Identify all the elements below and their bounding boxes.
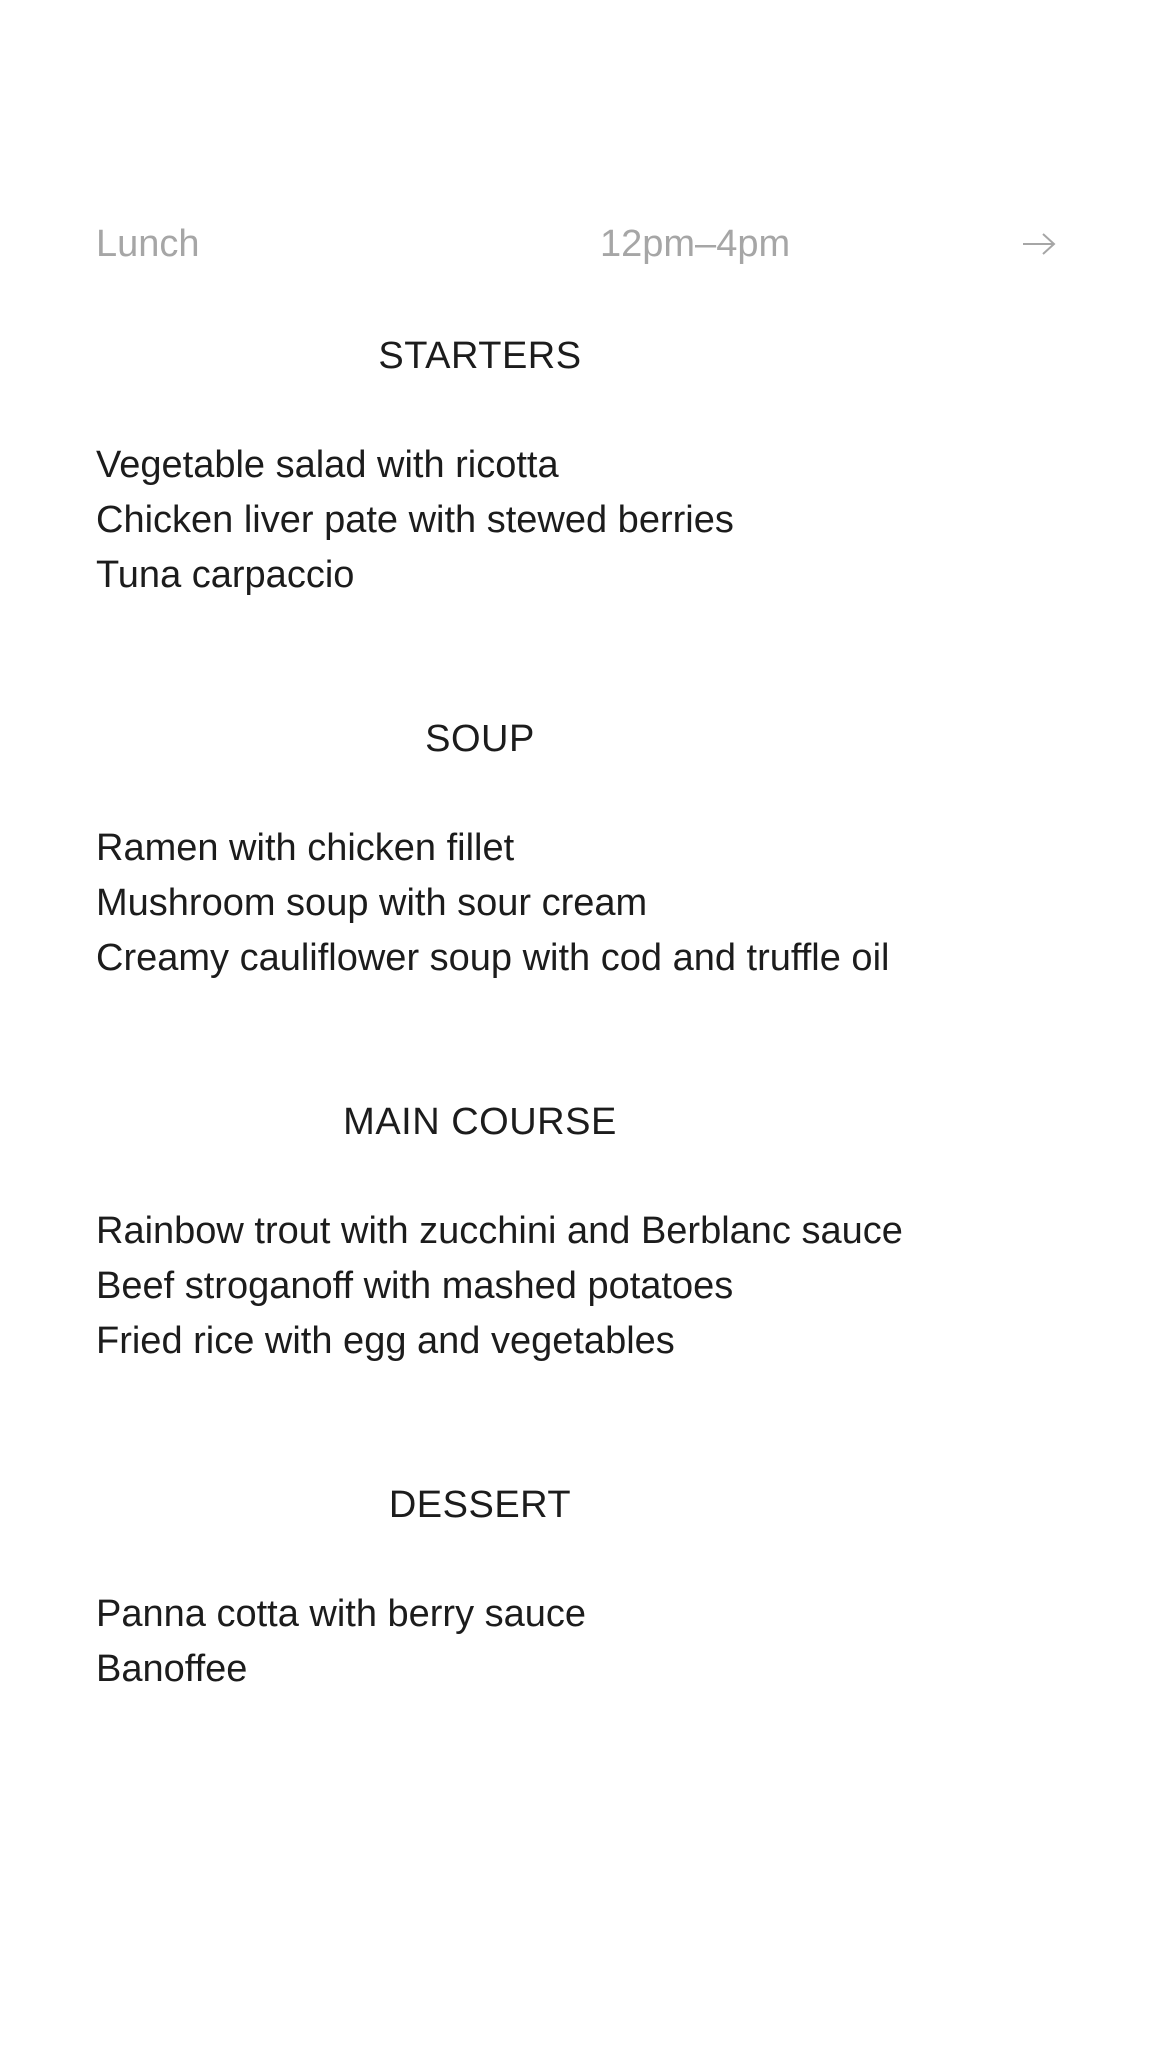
menu-section-starters [96,330,1056,603]
menu-item: Rainbow trout with zucchini and Berblanc sauce [96,1210,903,1252]
section-title-text: DESSERT [388,1484,572,1526]
meal-period-name[interactable]: Lunch [96,223,200,265]
menu-section-main-course [96,1096,1056,1369]
section-title [0,330,1056,382]
menu-item: Chicken liver pate with stewed berries [96,499,734,541]
menu-item-list [96,1587,1056,1697]
menu-item-list [96,438,1056,603]
section-title-text: SOUP [425,718,535,760]
menu-item: Vegetable salad with ricotta [96,444,559,486]
menu-item-list [96,1204,1056,1369]
menu-section-dessert [96,1479,1056,1697]
section-title [0,1479,1056,1531]
menu-item: Banoffee [96,1648,248,1690]
section-title [0,713,1056,765]
section-title [0,1096,1056,1148]
menu-item: Beef stroganoff with mashed potatoes [96,1265,734,1307]
section-title-text: STARTERS [378,335,582,377]
menu-item: Mushroom soup with sour cream [96,882,648,924]
section-title-text: MAIN COURSE [343,1101,617,1143]
meal-period-hours: 12pm–4pm [600,223,791,265]
menu-section-soup [96,713,1056,986]
menu-item-list [96,821,1056,986]
menu-item: Creamy cauliflower soup with cod and truffle oil [96,937,890,979]
menu-item: Tuna carpaccio [96,554,355,596]
menu-item: Panna cotta with berry sauce [96,1593,587,1635]
menu-item: Ramen with chicken fillet [96,827,515,869]
menu-item: Fried rice with egg and vegetables [96,1320,675,1362]
arrow-right-icon[interactable] [1022,230,1056,258]
meal-period-header [96,218,1056,270]
